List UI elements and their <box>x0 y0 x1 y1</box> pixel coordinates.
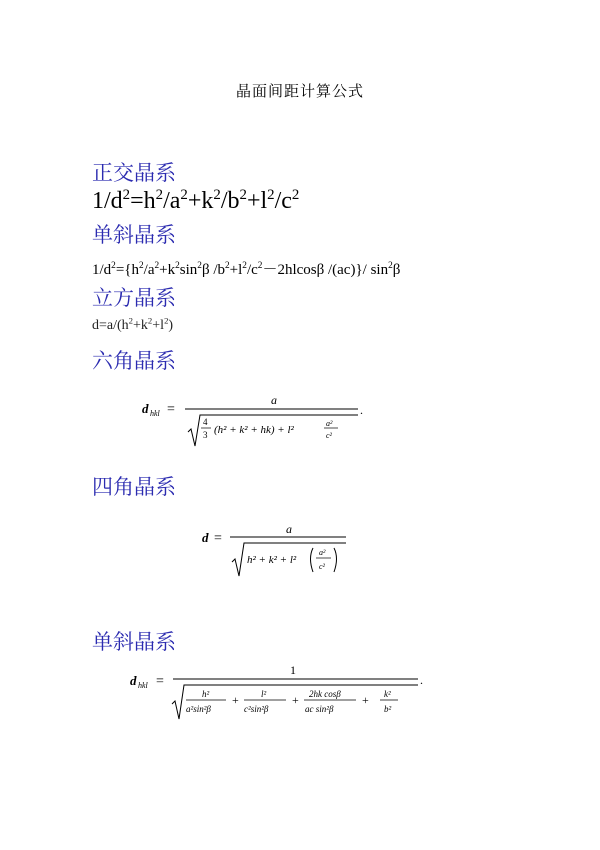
svg-text:h² + k² + l²: h² + k² + l² <box>247 554 297 566</box>
page-title: 晶面间距计算公式 <box>235 82 364 100</box>
svg-text:a²sin²β: a²sin²β <box>186 704 211 714</box>
svg-text:l²: l² <box>261 689 267 699</box>
svg-text:c²sin²β: c²sin²β <box>244 704 269 714</box>
heading-orthorhombic: 正交晶系 <box>92 161 176 185</box>
svg-text:b²: b² <box>384 704 392 714</box>
svg-text:.: . <box>420 673 423 687</box>
svg-text:h²: h² <box>202 689 210 699</box>
svg-text:+: + <box>362 693 369 707</box>
svg-text:4: 4 <box>203 417 208 427</box>
svg-text:.: . <box>360 403 363 417</box>
svg-text:c²: c² <box>326 431 332 440</box>
svg-text:2hk cosβ: 2hk cosβ <box>309 689 341 699</box>
svg-text:ac sin²β: ac sin²β <box>305 704 334 714</box>
svg-text:=: = <box>214 531 222 546</box>
svg-text:k²: k² <box>384 689 391 699</box>
svg-text:d: d <box>142 401 149 416</box>
svg-text:a²: a² <box>326 419 333 428</box>
heading-hexagonal: 六角晶系 <box>92 349 176 373</box>
formula-tetragonal <box>200 518 360 583</box>
formula-monoclinic-text: $1/d^2=\{h^2/a^2+k^2\sin^2\beta$ $/b^2+l^2/c^2-2hlcos\beta$ /(ac)}/ $\sin^2\beta$ <box>92 261 401 278</box>
svg-text:=: = <box>167 402 175 417</box>
formula-hexagonal <box>140 390 375 450</box>
svg-text:=: = <box>156 674 164 689</box>
formula-cubic: $d=a/(h^2+k^2+l^2)$ <box>92 315 174 333</box>
heading-monoclinic-2: 单斜晶系 <box>92 630 176 654</box>
svg-text:d: d <box>202 530 209 545</box>
svg-text:c²: c² <box>319 562 325 571</box>
heading-tetragonal: 四角晶系 <box>92 475 176 499</box>
formula-orthorhombic: $1/d^2=h^2/a^2+k^2/b^2+l^2/c^2$ <box>92 187 300 214</box>
svg-text:+: + <box>232 693 239 707</box>
svg-text:(h² + k² + hk) + l²: (h² + k² + hk) + l² <box>214 424 294 436</box>
svg-text:hkl: hkl <box>138 681 148 690</box>
svg-text:3: 3 <box>203 430 208 440</box>
heading-monoclinic: 单斜晶系 <box>92 223 176 247</box>
svg-text:+: + <box>292 693 299 707</box>
svg-text:hkl: hkl <box>150 409 160 418</box>
svg-text:a²: a² <box>319 548 326 557</box>
heading-cubic: 立方晶系 <box>92 286 176 310</box>
svg-text:1: 1 <box>290 663 296 677</box>
formula-monoclinic-image <box>128 660 428 722</box>
svg-text:a: a <box>271 393 277 407</box>
svg-text:a: a <box>286 522 292 536</box>
svg-text:d: d <box>130 673 137 688</box>
